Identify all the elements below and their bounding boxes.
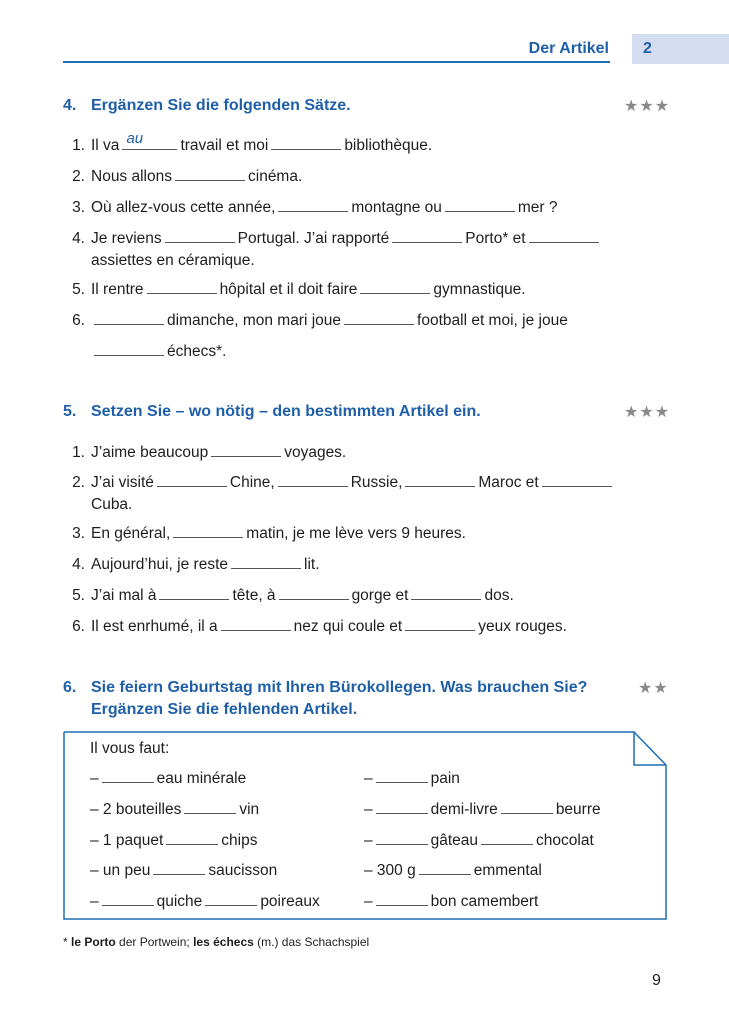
header-rule: [63, 61, 610, 63]
ex4-item-2: 2. Nous allons cinéma.: [72, 168, 303, 185]
answer-blank[interactable]: [205, 893, 257, 906]
list-item: – 1 paquet chips: [90, 832, 258, 849]
exercise-4-title: 4. Ergänzen Sie die folgenden Sätze.: [63, 97, 351, 114]
note-intro: Il vous faut:: [90, 740, 170, 757]
answer-blank[interactable]: [411, 587, 481, 600]
ex5-item-4: 4. Aujourd’hui, je reste lit.: [72, 556, 320, 573]
answer-blank[interactable]: [376, 770, 428, 783]
answer-blank[interactable]: au: [122, 137, 177, 150]
answer-blank[interactable]: [159, 587, 229, 600]
ex4-item-1: 1. Il va au travail et moi bibliothèque.: [72, 130, 433, 154]
difficulty-stars-icon: ★★★: [624, 404, 671, 421]
list-item: – 300 g emmental: [364, 862, 542, 879]
list-item: – un peu saucisson: [90, 862, 278, 879]
ex5-item-6: 6. Il est enrhumé, il a nez qui coule et yeux rouges.: [72, 618, 567, 635]
answer-blank[interactable]: [445, 199, 515, 212]
answer-blank[interactable]: [221, 618, 291, 631]
answer-blank[interactable]: [102, 770, 154, 783]
answer-blank[interactable]: [94, 343, 164, 356]
answer-blank[interactable]: [278, 474, 348, 487]
ex5-item-3: 3. En général, matin, je me lève vers 9 heures.: [72, 525, 466, 542]
ex4-item-6-cont: échecs*.: [63, 341, 226, 363]
ex4-item-4: 4. Je reviens Portugal. J’ai rapporté Porto* et assiettes en céramique.: [63, 228, 602, 272]
chapter-title: Der Artikel: [528, 40, 609, 57]
ex5-item-5: 5. J’ai mal à tête, à gorge et dos.: [72, 587, 514, 604]
answer-blank[interactable]: [157, 474, 227, 487]
list-item: – gâteau chocolat: [364, 832, 594, 849]
ex4-item-3: 3. Où allez-vous cette année, montagne ou mer ?: [72, 199, 558, 216]
ex4-item-5: 5. Il rentre hôpital et il doit faire gymnastique.: [72, 281, 526, 298]
answer-blank[interactable]: [405, 474, 475, 487]
answer-blank[interactable]: [94, 312, 164, 325]
page-number: 9: [652, 972, 661, 989]
answer-blank[interactable]: [529, 230, 599, 243]
answer-blank[interactable]: [271, 137, 341, 150]
answer-blank[interactable]: [173, 525, 243, 538]
answer-blank[interactable]: [166, 832, 218, 845]
answer-blank[interactable]: [405, 618, 475, 631]
ex4-item-6: 6. dimanche, mon mari joue football et moi, je joue: [72, 312, 568, 329]
answer-blank[interactable]: [501, 801, 553, 814]
answer-blank[interactable]: [376, 893, 428, 906]
answer-blank[interactable]: [279, 587, 349, 600]
answer-blank[interactable]: [419, 862, 471, 875]
answer-blank[interactable]: [376, 832, 428, 845]
answer-blank[interactable]: [360, 281, 430, 294]
ex5-item-1: 1. J’aime beaucoup voyages.: [72, 444, 347, 461]
chapter-number: 2: [643, 40, 652, 57]
chapter-tab: [632, 34, 729, 64]
exercise-5-title: 5. Setzen Sie – wo nötig – den bestimmten Artikel ein.: [63, 403, 481, 420]
answer-blank[interactable]: [376, 801, 428, 814]
exercise-6-title: 6. Sie feiern Geburtstag mit Ihren Bürokollegen. Was brauchen Sie? Ergänzen Sie die fehlenden Artikel.: [63, 679, 588, 718]
answer-blank[interactable]: [165, 230, 235, 243]
answer-blank[interactable]: [184, 801, 236, 814]
ex5-item-2: 2. J’ai visité Chine, Russie, Maroc et Cuba.: [63, 472, 615, 516]
footnote: * le Porto der Portwein; les échecs (m.) das Schachspiel: [63, 935, 370, 949]
answer-blank[interactable]: [231, 556, 301, 569]
list-item: – eau minérale: [90, 770, 247, 787]
difficulty-stars-icon: ★★: [638, 680, 669, 697]
answer-blank[interactable]: [211, 444, 281, 457]
answer-blank[interactable]: [153, 862, 205, 875]
answer-blank[interactable]: [102, 893, 154, 906]
list-item: – 2 bouteilles vin: [90, 801, 260, 818]
list-item: – demi-livre beurre: [364, 801, 601, 818]
difficulty-stars-icon: ★★★: [624, 98, 671, 115]
list-item: – bon camembert: [364, 893, 539, 910]
answer-blank[interactable]: [481, 832, 533, 845]
answer-blank[interactable]: [542, 474, 612, 487]
answer-blank[interactable]: [175, 168, 245, 181]
answer-blank[interactable]: [147, 281, 217, 294]
list-item: – quiche poireaux: [90, 893, 320, 910]
answer-blank[interactable]: [344, 312, 414, 325]
list-item: – pain: [364, 770, 460, 787]
answer-blank[interactable]: [392, 230, 462, 243]
answer-blank[interactable]: [278, 199, 348, 212]
